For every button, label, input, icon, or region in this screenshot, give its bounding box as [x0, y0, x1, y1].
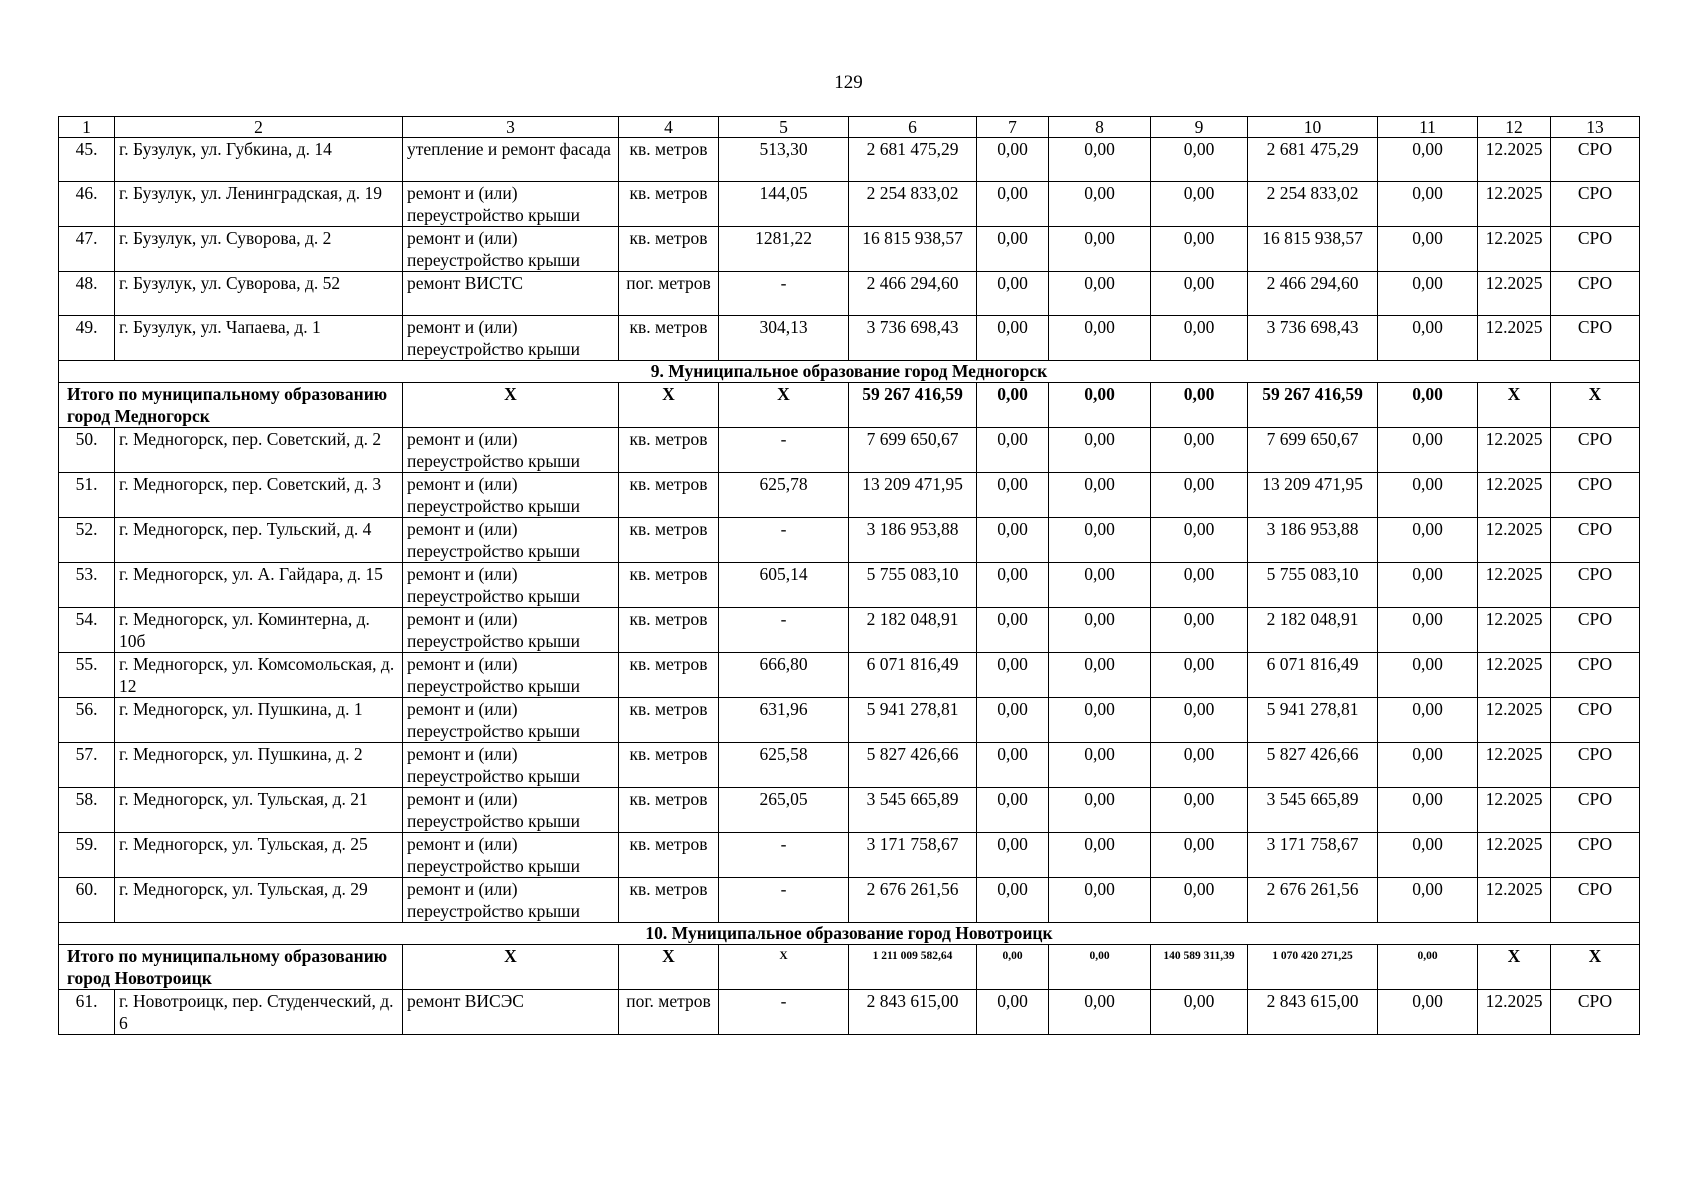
- value-cell: -: [719, 518, 849, 563]
- unit-cell: кв. метров: [619, 182, 719, 227]
- address-cell: г. Медногорск, пер. Советский, д. 2: [115, 428, 403, 473]
- row-number: 50.: [59, 428, 115, 473]
- value-cell: СРО: [1551, 788, 1640, 833]
- address-cell: г. Медногорск, ул. Пушкина, д. 2: [115, 743, 403, 788]
- work-type-cell: ремонт и (или) переустройство крыши: [403, 833, 619, 878]
- column-number: 4: [619, 117, 719, 138]
- value-cell: 0,00: [1378, 316, 1478, 361]
- value-cell: 7 699 650,67: [1248, 428, 1378, 473]
- total-value-cell: 0,00: [1378, 383, 1478, 428]
- row-number: 60.: [59, 878, 115, 923]
- value-cell: 0,00: [1378, 272, 1478, 316]
- work-type-cell: ремонт и (или) переустройство крыши: [403, 563, 619, 608]
- value-cell: 0,00: [1151, 473, 1248, 518]
- value-cell: 0,00: [1151, 272, 1248, 316]
- value-cell: 13 209 471,95: [849, 473, 977, 518]
- row-number: 45.: [59, 138, 115, 182]
- value-cell: СРО: [1551, 182, 1640, 227]
- value-cell: 2 681 475,29: [849, 138, 977, 182]
- unit-cell: кв. метров: [619, 563, 719, 608]
- value-cell: 0,00: [1378, 473, 1478, 518]
- value-cell: 0,00: [1151, 227, 1248, 272]
- row-number: 48.: [59, 272, 115, 316]
- unit-cell: кв. метров: [619, 473, 719, 518]
- row-number: 57.: [59, 743, 115, 788]
- address-cell: г. Медногорск, ул. Пушкина, д. 1: [115, 698, 403, 743]
- total-value-cell: Х: [719, 383, 849, 428]
- value-cell: 2 676 261,56: [1248, 878, 1378, 923]
- value-cell: 3 545 665,89: [1248, 788, 1378, 833]
- value-cell: 3 186 953,88: [1248, 518, 1378, 563]
- value-cell: 0,00: [1378, 182, 1478, 227]
- total-cell: Х: [403, 383, 619, 428]
- row-number: 56.: [59, 698, 115, 743]
- value-cell: 0,00: [1049, 473, 1151, 518]
- value-cell: 0,00: [1151, 428, 1248, 473]
- value-cell: 0,00: [1151, 698, 1248, 743]
- value-cell: 265,05: [719, 788, 849, 833]
- total-row: [59, 383, 1640, 428]
- value-cell: 12.2025: [1478, 990, 1551, 1035]
- value-cell: СРО: [1551, 227, 1640, 272]
- column-number: 10: [1248, 117, 1378, 138]
- value-cell: 7 699 650,67: [849, 428, 977, 473]
- value-cell: 12.2025: [1478, 788, 1551, 833]
- column-number: 11: [1378, 117, 1478, 138]
- table-row: [59, 316, 1640, 361]
- value-cell: 0,00: [977, 518, 1049, 563]
- value-cell: 0,00: [1378, 833, 1478, 878]
- work-type-cell: ремонт ВИСТС: [403, 272, 619, 316]
- value-cell: 12.2025: [1478, 473, 1551, 518]
- address-cell: г. Медногорск, пер. Советский, д. 3: [115, 473, 403, 518]
- total-cell: Х: [619, 383, 719, 428]
- work-type-cell: ремонт и (или) переустройство крыши: [403, 316, 619, 361]
- value-cell: СРО: [1551, 653, 1640, 698]
- value-cell: СРО: [1551, 743, 1640, 788]
- value-cell: 12.2025: [1478, 316, 1551, 361]
- value-cell: 0,00: [1378, 608, 1478, 653]
- value-cell: 16 815 938,57: [849, 227, 977, 272]
- value-cell: 0,00: [977, 608, 1049, 653]
- row-number: 49.: [59, 316, 115, 361]
- value-cell: 5 827 426,66: [1248, 743, 1378, 788]
- address-cell: г. Бузулук, ул. Чапаева, д. 1: [115, 316, 403, 361]
- value-cell: 605,14: [719, 563, 849, 608]
- total-value-cell: 0,00: [1378, 945, 1478, 990]
- value-cell: 0,00: [977, 563, 1049, 608]
- unit-cell: кв. метров: [619, 833, 719, 878]
- table-row: [59, 272, 1640, 316]
- address-cell: г. Бузулук, ул. Ленинградская, д. 19: [115, 182, 403, 227]
- value-cell: 513,30: [719, 138, 849, 182]
- value-cell: -: [719, 428, 849, 473]
- row-number: 61.: [59, 990, 115, 1035]
- column-number: 12: [1478, 117, 1551, 138]
- value-cell: 0,00: [1049, 698, 1151, 743]
- value-cell: 6 071 816,49: [849, 653, 977, 698]
- value-cell: 3 545 665,89: [849, 788, 977, 833]
- column-number: 13: [1551, 117, 1640, 138]
- value-cell: 3 171 758,67: [1248, 833, 1378, 878]
- value-cell: 12.2025: [1478, 227, 1551, 272]
- unit-cell: кв. метров: [619, 878, 719, 923]
- value-cell: СРО: [1551, 518, 1640, 563]
- value-cell: СРО: [1551, 698, 1640, 743]
- value-cell: 2 466 294,60: [849, 272, 977, 316]
- address-cell: г. Медногорск, ул. Тульская, д. 25: [115, 833, 403, 878]
- total-cell: Х: [1551, 945, 1640, 990]
- total-value-cell: 59 267 416,59: [1248, 383, 1378, 428]
- value-cell: 0,00: [1151, 990, 1248, 1035]
- value-cell: 0,00: [1378, 563, 1478, 608]
- value-cell: 0,00: [977, 272, 1049, 316]
- value-cell: 13 209 471,95: [1248, 473, 1378, 518]
- value-cell: СРО: [1551, 990, 1640, 1035]
- unit-cell: кв. метров: [619, 653, 719, 698]
- value-cell: 3 736 698,43: [849, 316, 977, 361]
- value-cell: 631,96: [719, 698, 849, 743]
- work-type-cell: утепление и ремонт фасада: [403, 138, 619, 182]
- value-cell: 5 941 278,81: [1248, 698, 1378, 743]
- value-cell: 0,00: [977, 653, 1049, 698]
- value-cell: 12.2025: [1478, 878, 1551, 923]
- address-cell: г. Медногорск, ул. Тульская, д. 21: [115, 788, 403, 833]
- column-number: 7: [977, 117, 1049, 138]
- work-type-cell: ремонт и (или) переустройство крыши: [403, 428, 619, 473]
- value-cell: СРО: [1551, 272, 1640, 316]
- value-cell: 0,00: [1151, 743, 1248, 788]
- table-row: [59, 878, 1640, 923]
- table-row: [59, 788, 1640, 833]
- value-cell: 304,13: [719, 316, 849, 361]
- value-cell: 666,80: [719, 653, 849, 698]
- address-cell: г. Медногорск, ул. Комсомольская, д. 12: [115, 653, 403, 698]
- total-value-cell: 0,00: [977, 945, 1049, 990]
- total-cell: Х: [1551, 383, 1640, 428]
- value-cell: 12.2025: [1478, 608, 1551, 653]
- value-cell: 16 815 938,57: [1248, 227, 1378, 272]
- value-cell: 0,00: [977, 428, 1049, 473]
- value-cell: 0,00: [1151, 833, 1248, 878]
- unit-cell: кв. метров: [619, 518, 719, 563]
- work-type-cell: ремонт и (или) переустройство крыши: [403, 653, 619, 698]
- table-row: [59, 653, 1640, 698]
- column-number: 8: [1049, 117, 1151, 138]
- value-cell: 12.2025: [1478, 743, 1551, 788]
- value-cell: 0,00: [977, 316, 1049, 361]
- row-number: 52.: [59, 518, 115, 563]
- unit-cell: пог. метров: [619, 272, 719, 316]
- value-cell: 12.2025: [1478, 428, 1551, 473]
- value-cell: 0,00: [1378, 743, 1478, 788]
- value-cell: 0,00: [1151, 788, 1248, 833]
- total-cell: Х: [1478, 383, 1551, 428]
- value-cell: 0,00: [1151, 518, 1248, 563]
- value-cell: 0,00: [1151, 316, 1248, 361]
- work-type-cell: ремонт и (или) переустройство крыши: [403, 698, 619, 743]
- value-cell: СРО: [1551, 563, 1640, 608]
- value-cell: 0,00: [977, 182, 1049, 227]
- value-cell: 0,00: [1378, 698, 1478, 743]
- total-value-cell: 0,00: [1049, 945, 1151, 990]
- value-cell: 0,00: [1151, 138, 1248, 182]
- value-cell: 0,00: [1378, 428, 1478, 473]
- row-number: 54.: [59, 608, 115, 653]
- value-cell: 12.2025: [1478, 833, 1551, 878]
- value-cell: 0,00: [1151, 608, 1248, 653]
- value-cell: 2 681 475,29: [1248, 138, 1378, 182]
- value-cell: 0,00: [1049, 428, 1151, 473]
- value-cell: 3 186 953,88: [849, 518, 977, 563]
- table-row: [59, 182, 1640, 227]
- value-cell: 0,00: [1049, 316, 1151, 361]
- value-cell: 0,00: [977, 473, 1049, 518]
- unit-cell: кв. метров: [619, 608, 719, 653]
- row-number: 55.: [59, 653, 115, 698]
- value-cell: 2 254 833,02: [1248, 182, 1378, 227]
- work-type-cell: ремонт и (или) переустройство крыши: [403, 182, 619, 227]
- table-row: [59, 698, 1640, 743]
- row-number: 47.: [59, 227, 115, 272]
- total-value-cell: Х: [719, 945, 849, 990]
- value-cell: 2 676 261,56: [849, 878, 977, 923]
- value-cell: 0,00: [1049, 608, 1151, 653]
- value-cell: 0,00: [1049, 272, 1151, 316]
- page-number: 129: [834, 72, 863, 93]
- value-cell: 0,00: [977, 227, 1049, 272]
- work-type-cell: ремонт и (или) переустройство крыши: [403, 227, 619, 272]
- work-type-cell: ремонт и (или) переустройство крыши: [403, 878, 619, 923]
- value-cell: 2 182 048,91: [849, 608, 977, 653]
- unit-cell: кв. метров: [619, 788, 719, 833]
- value-cell: 0,00: [1049, 518, 1151, 563]
- value-cell: 625,58: [719, 743, 849, 788]
- table-row: [59, 473, 1640, 518]
- table-row: [59, 227, 1640, 272]
- value-cell: 0,00: [1378, 878, 1478, 923]
- unit-cell: кв. метров: [619, 316, 719, 361]
- address-cell: г. Медногорск, ул. Коминтерна, д. 10б: [115, 608, 403, 653]
- total-value-cell: 0,00: [977, 383, 1049, 428]
- total-value-cell: 1 211 009 582,64: [849, 945, 977, 990]
- section-header-row: [59, 361, 1640, 383]
- table-row: [59, 428, 1640, 473]
- value-cell: 0,00: [977, 833, 1049, 878]
- value-cell: 0,00: [977, 743, 1049, 788]
- value-cell: 0,00: [1049, 182, 1151, 227]
- value-cell: 0,00: [977, 788, 1049, 833]
- row-number: 53.: [59, 563, 115, 608]
- total-caption: Итого по муниципальному образованию город Новотроицк: [59, 945, 403, 990]
- value-cell: 12.2025: [1478, 563, 1551, 608]
- value-cell: 0,00: [1049, 563, 1151, 608]
- value-cell: 12.2025: [1478, 518, 1551, 563]
- unit-cell: пог. метров: [619, 990, 719, 1035]
- section-title: 10. Муниципальное образование город Новотроицк: [59, 923, 1640, 945]
- address-cell: г. Бузулук, ул. Суворова, д. 52: [115, 272, 403, 316]
- row-number: 58.: [59, 788, 115, 833]
- table-row: [59, 563, 1640, 608]
- unit-cell: кв. метров: [619, 698, 719, 743]
- value-cell: -: [719, 833, 849, 878]
- column-number: 5: [719, 117, 849, 138]
- value-cell: 5 755 083,10: [849, 563, 977, 608]
- total-value-cell: 59 267 416,59: [849, 383, 977, 428]
- row-number: 59.: [59, 833, 115, 878]
- value-cell: 0,00: [977, 138, 1049, 182]
- total-cell: Х: [403, 945, 619, 990]
- value-cell: 3 171 758,67: [849, 833, 977, 878]
- value-cell: 5 755 083,10: [1248, 563, 1378, 608]
- value-cell: 12.2025: [1478, 138, 1551, 182]
- value-cell: 0,00: [977, 990, 1049, 1035]
- address-cell: г. Медногорск, ул. А. Гайдара, д. 15: [115, 563, 403, 608]
- total-value-cell: 0,00: [1049, 383, 1151, 428]
- value-cell: 0,00: [1151, 563, 1248, 608]
- total-caption: Итого по муниципальному образованию город Медногорск: [59, 383, 403, 428]
- value-cell: СРО: [1551, 833, 1640, 878]
- value-cell: 0,00: [977, 878, 1049, 923]
- work-type-cell: ремонт и (или) переустройство крыши: [403, 788, 619, 833]
- column-number: 2: [115, 117, 403, 138]
- value-cell: СРО: [1551, 608, 1640, 653]
- value-cell: 0,00: [1378, 653, 1478, 698]
- value-cell: 0,00: [1049, 653, 1151, 698]
- address-cell: г. Бузулук, ул. Губкина, д. 14: [115, 138, 403, 182]
- value-cell: 1281,22: [719, 227, 849, 272]
- address-cell: г. Медногорск, пер. Тульский, д. 4: [115, 518, 403, 563]
- total-row: [59, 945, 1640, 990]
- address-cell: г. Бузулук, ул. Суворова, д. 2: [115, 227, 403, 272]
- total-cell: Х: [1478, 945, 1551, 990]
- value-cell: 0,00: [1049, 833, 1151, 878]
- section-header-row: [59, 923, 1640, 945]
- unit-cell: кв. метров: [619, 743, 719, 788]
- value-cell: 0,00: [1151, 653, 1248, 698]
- value-cell: 144,05: [719, 182, 849, 227]
- value-cell: 0,00: [1049, 743, 1151, 788]
- value-cell: 0,00: [1378, 788, 1478, 833]
- value-cell: -: [719, 878, 849, 923]
- unit-cell: кв. метров: [619, 227, 719, 272]
- unit-cell: кв. метров: [619, 138, 719, 182]
- capital-repair-table: [58, 116, 1640, 1035]
- value-cell: 0,00: [1378, 990, 1478, 1035]
- value-cell: 625,78: [719, 473, 849, 518]
- value-cell: СРО: [1551, 473, 1640, 518]
- table-row: [59, 518, 1640, 563]
- table-row: [59, 138, 1640, 182]
- table-row: [59, 608, 1640, 653]
- work-type-cell: ремонт и (или) переустройство крыши: [403, 473, 619, 518]
- work-type-cell: ремонт и (или) переустройство крыши: [403, 608, 619, 653]
- column-number: 9: [1151, 117, 1248, 138]
- column-numbers-row: [59, 117, 1640, 138]
- value-cell: СРО: [1551, 138, 1640, 182]
- value-cell: СРО: [1551, 878, 1640, 923]
- work-type-cell: ремонт и (или) переустройство крыши: [403, 518, 619, 563]
- unit-cell: кв. метров: [619, 428, 719, 473]
- value-cell: СРО: [1551, 316, 1640, 361]
- value-cell: 2 843 615,00: [849, 990, 977, 1035]
- address-cell: г. Новотроицк, пер. Студенческий, д. 6: [115, 990, 403, 1035]
- value-cell: 5 941 278,81: [849, 698, 977, 743]
- value-cell: -: [719, 272, 849, 316]
- total-value-cell: 0,00: [1151, 383, 1248, 428]
- value-cell: 0,00: [1378, 138, 1478, 182]
- value-cell: 6 071 816,49: [1248, 653, 1378, 698]
- row-number: 51.: [59, 473, 115, 518]
- total-value-cell: 140 589 311,39: [1151, 945, 1248, 990]
- value-cell: 0,00: [1378, 518, 1478, 563]
- value-cell: -: [719, 990, 849, 1035]
- work-type-cell: ремонт и (или) переустройство крыши: [403, 743, 619, 788]
- value-cell: 0,00: [1378, 227, 1478, 272]
- value-cell: 0,00: [1049, 878, 1151, 923]
- value-cell: -: [719, 608, 849, 653]
- value-cell: 0,00: [1049, 990, 1151, 1035]
- value-cell: 2 182 048,91: [1248, 608, 1378, 653]
- value-cell: 12.2025: [1478, 698, 1551, 743]
- value-cell: 12.2025: [1478, 272, 1551, 316]
- row-number: 46.: [59, 182, 115, 227]
- value-cell: 2 466 294,60: [1248, 272, 1378, 316]
- value-cell: 0,00: [1049, 788, 1151, 833]
- table-row: [59, 833, 1640, 878]
- value-cell: 12.2025: [1478, 653, 1551, 698]
- value-cell: 12.2025: [1478, 182, 1551, 227]
- column-number: 1: [59, 117, 115, 138]
- column-number: 3: [403, 117, 619, 138]
- value-cell: 3 736 698,43: [1248, 316, 1378, 361]
- column-number: 6: [849, 117, 977, 138]
- work-type-cell: ремонт ВИСЭС: [403, 990, 619, 1035]
- value-cell: 0,00: [1151, 878, 1248, 923]
- value-cell: 0,00: [1049, 138, 1151, 182]
- value-cell: 2 843 615,00: [1248, 990, 1378, 1035]
- table-row: [59, 990, 1640, 1035]
- value-cell: 5 827 426,66: [849, 743, 977, 788]
- address-cell: г. Медногорск, ул. Тульская, д. 29: [115, 878, 403, 923]
- value-cell: 2 254 833,02: [849, 182, 977, 227]
- value-cell: 0,00: [1151, 182, 1248, 227]
- value-cell: СРО: [1551, 428, 1640, 473]
- table-row: [59, 743, 1640, 788]
- value-cell: 0,00: [977, 698, 1049, 743]
- total-cell: Х: [619, 945, 719, 990]
- total-value-cell: 1 070 420 271,25: [1248, 945, 1378, 990]
- value-cell: 0,00: [1049, 227, 1151, 272]
- section-title: 9. Муниципальное образование город Медногорск: [59, 361, 1640, 383]
